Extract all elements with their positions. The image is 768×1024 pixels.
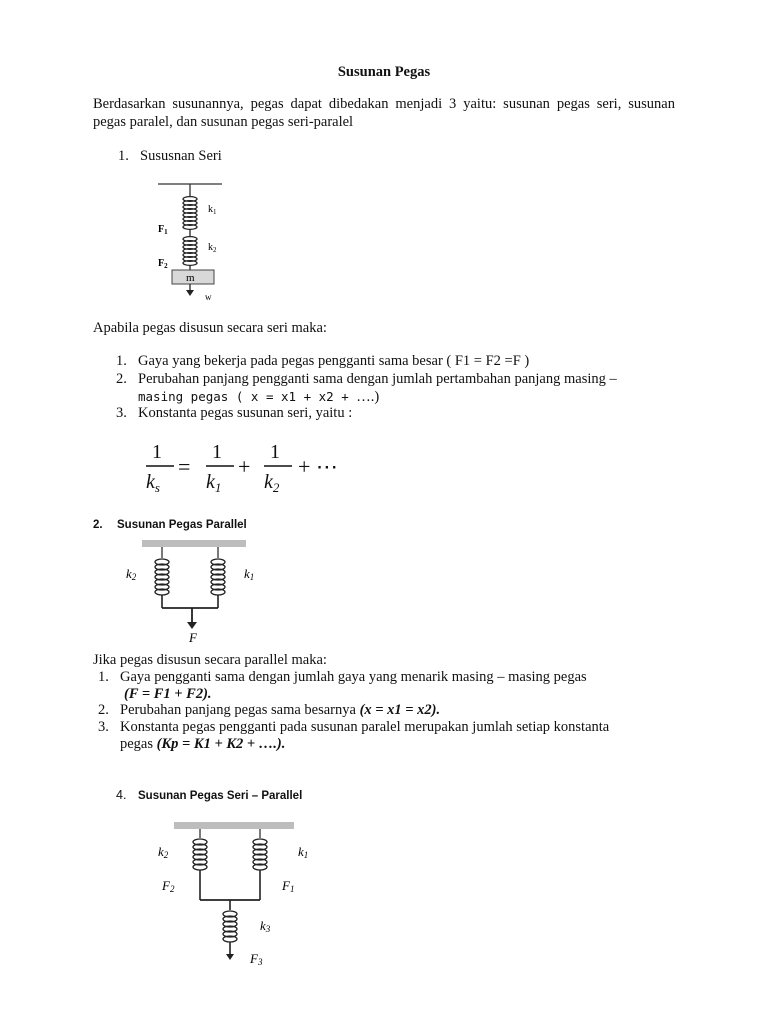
parallel-item-2: 2. Perubahan panjang pegas sama besarnya (x = x1 = x2). bbox=[98, 702, 441, 718]
svg-text:F1: $F_1$ bbox=[158, 224, 168, 236]
spring-k1 bbox=[211, 559, 225, 595]
series-item-2-cont: masing pegas ( x = x1 + x2 + ….) bbox=[138, 389, 380, 405]
parallel-item-1: 1. Gaya pengganti sama dengan jumlah gaya yang menarik masing – masing pegas bbox=[98, 669, 587, 685]
series-constant-formula bbox=[140, 436, 360, 498]
svg-text:k2: k2 bbox=[126, 566, 137, 582]
series-spring-diagram bbox=[150, 180, 290, 305]
svg-text:F2: F2 bbox=[162, 878, 175, 894]
svg-text:k1: k1 bbox=[244, 566, 255, 582]
intro-paragraph: Berdasarkan susunannya, pegas dapat dibedakan menjadi 3 yaitu: susunan pegas seri, susunan pegas paralel, dan susunan pegas seri-paralel bbox=[93, 96, 675, 130]
series-parallel-spring-diagram bbox=[150, 818, 320, 968]
section-1-heading: 1. Sususnan Seri bbox=[118, 148, 222, 164]
svg-text:1: 1 bbox=[152, 441, 162, 463]
parallel-item-3-cont: pegas (Kp = K1 + K2 + ….). bbox=[120, 736, 286, 752]
spring-k2 bbox=[155, 559, 169, 595]
weight-arrow bbox=[186, 290, 194, 296]
svg-text:m: m bbox=[186, 272, 195, 284]
svg-text:k2: $k_2$ bbox=[264, 471, 280, 495]
svg-text:k2: $k_2$ bbox=[208, 242, 217, 254]
series-item-2: 2. Perubahan panjang pengganti sama dengan jumlah pertambahan panjang masing – bbox=[116, 371, 617, 387]
svg-text:k2: k2 bbox=[158, 844, 169, 860]
svg-text:F2: $F_2$ bbox=[158, 258, 168, 270]
parallel-spring-diagram bbox=[120, 536, 280, 644]
page-title: Susunan Pegas bbox=[337, 64, 431, 80]
spring-k3 bbox=[223, 911, 237, 942]
spring-k2 bbox=[183, 237, 197, 270]
svg-text:F: F bbox=[189, 630, 197, 644]
force-arrow bbox=[187, 622, 197, 629]
svg-text:F1: F1 bbox=[282, 878, 295, 894]
force-arrow bbox=[226, 954, 234, 960]
series-lead: Apabila pegas disusun secara seri maka: bbox=[93, 320, 327, 336]
svg-text:+: + bbox=[238, 454, 251, 479]
section-2-heading: 2. Susunan Pegas Parallel bbox=[93, 519, 247, 531]
svg-text:k1: $k_1$ bbox=[206, 471, 222, 495]
parallel-item-1-cont: (F = F1 + F2). bbox=[124, 686, 212, 702]
svg-text:w: w bbox=[205, 292, 212, 302]
section-4-heading: 4. Susunan Pegas Seri – Parallel bbox=[116, 788, 303, 802]
spring-k1 bbox=[183, 193, 197, 236]
svg-text:+ ⋯: + ⋯ bbox=[298, 454, 338, 479]
spring-k2 bbox=[193, 839, 207, 870]
svg-text:ks: $k_s$ bbox=[146, 471, 160, 495]
svg-text:k1: $k_1$ bbox=[208, 204, 217, 216]
spring-k1 bbox=[253, 839, 267, 870]
series-item-3: 3. Konstanta pegas susunan seri, yaitu : bbox=[116, 405, 353, 421]
svg-text:=: = bbox=[178, 454, 191, 479]
parallel-lead: Jika pegas disusun secara parallel maka: bbox=[93, 652, 327, 668]
svg-text:F3: F3 bbox=[250, 951, 263, 967]
svg-text:k3: k3 bbox=[260, 918, 271, 934]
series-item-1: 1. Gaya yang bekerja pada pegas pengganti sama besar ( F1 = F2 =F ) bbox=[116, 353, 530, 369]
svg-text:1: 1 bbox=[212, 441, 222, 463]
svg-text:k1: k1 bbox=[298, 844, 309, 860]
parallel-item-3: 3. Konstanta pegas pengganti pada susunan paralel merupakan jumlah setiap konstanta bbox=[98, 719, 610, 735]
svg-text:1: 1 bbox=[270, 441, 280, 463]
